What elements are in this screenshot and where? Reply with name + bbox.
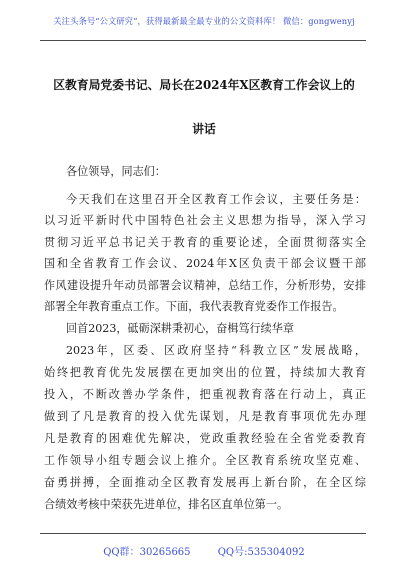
document-subtitle: 讲话 [192, 122, 216, 136]
body-line: 奋勇拼搏，全面推动全区教育发展再上新台阶，在全区综 [44, 476, 366, 489]
body-line: 投入，不断改善办学条件，把重视教育落在行动上，真正 [44, 388, 366, 401]
salutation: 各位领导，同志们： [66, 165, 166, 178]
document-title: 区教育局党委书记、局长在2024年X区教育工作会议上的 [53, 78, 355, 92]
body-line: 贯彻习近平总书记关于教育的重要论述，全面贯彻落实全 [44, 236, 366, 249]
body-line: 凡是教育的困难优先解决，党政重教经验在全省党委教育 [44, 432, 366, 445]
body-line: 国和全省教育工作会议、2024年X区负责干部会议暨干部 [44, 257, 366, 270]
footer-qq-group: QQ群：30265665 [103, 547, 191, 558]
header-divider [40, 40, 366, 41]
body-line: 始终把教育优先发展摆在更加突出的位置，持续加大教育 [44, 366, 366, 379]
body-line: 合绩效考核中荣获先进单位，排名区直单位第一。 [44, 498, 289, 511]
body-line: 做到了凡是教育的投入优先谋划，凡是教育事项优先办理 [44, 410, 366, 423]
body-line: 2023年，区委、区政府坚持“科教立区”发展战略， [66, 344, 366, 357]
body-line: 作风建设提升年动员部署会议精神，总结工作，分析形势，安排 [44, 279, 366, 292]
section-heading: 回首2023，砥砺深耕秉初心，奋楫笃行续华章 [66, 322, 294, 335]
body-line: 以习近平新时代中国特色社会主义思想为指导，深入学习 [44, 214, 366, 227]
footer-divider [40, 533, 366, 534]
footer-qq-number: QQ号:535304092 [217, 547, 305, 558]
body-line: 部署全年教育重点工作。下面，我代表教育党委作工作报告。 [44, 300, 344, 313]
body-line: 今天我们在这里召开全区教育工作会议，主要任务是： [66, 193, 366, 206]
body-line: 工作领导小组专题会议上推介。全区教育系统攻坚克难、 [44, 454, 366, 467]
footer [0, 543, 408, 558]
header-banner: 关注头条号“公文研究”，获得最新最全最专业的公文资料库！ 微信：gongwenyj [53, 16, 355, 26]
